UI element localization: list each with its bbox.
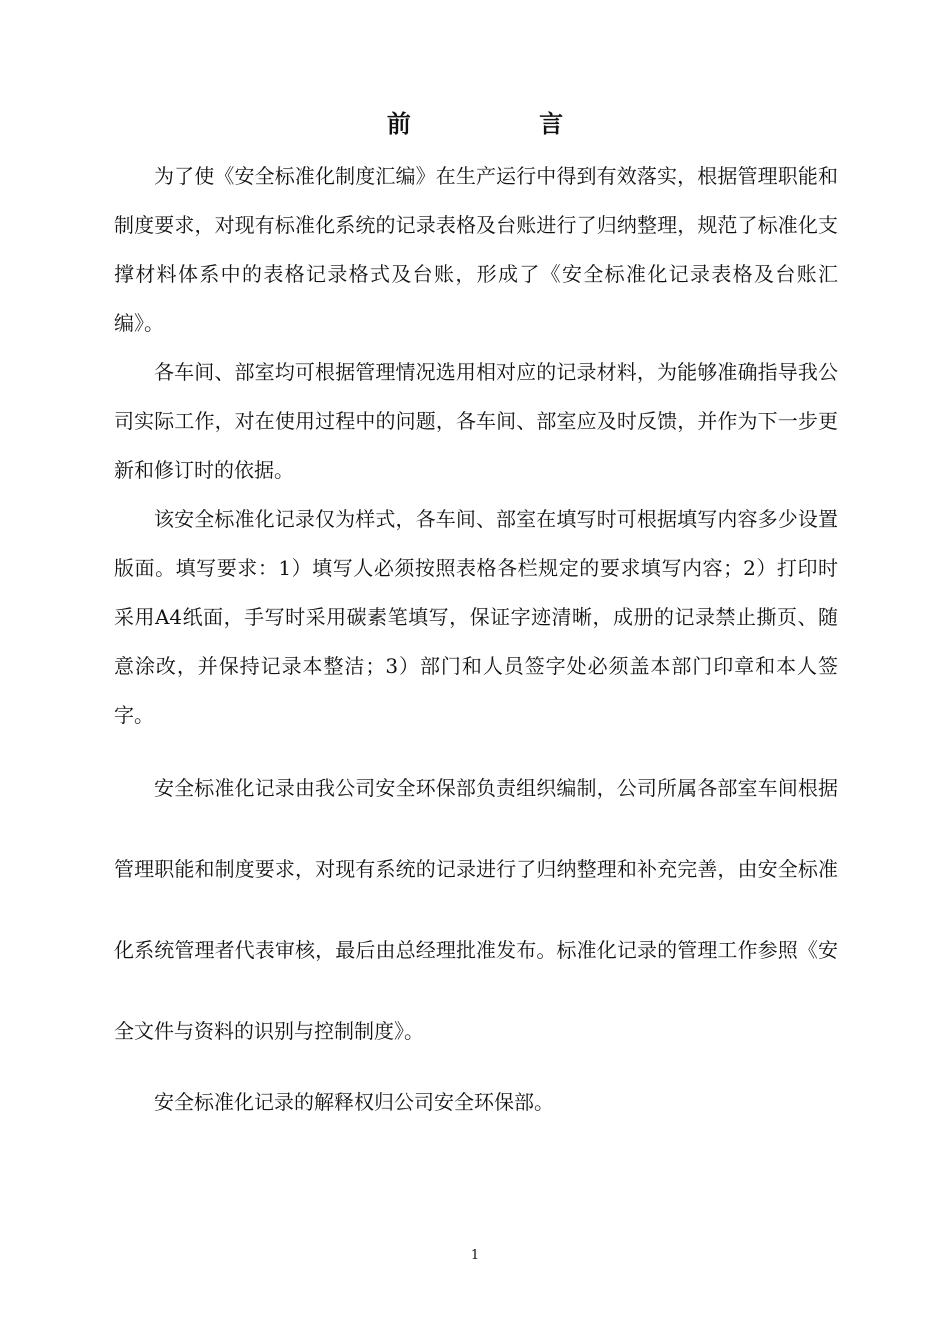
paragraph-usage: 各车间、部室均可根据管理情况选用相对应的记录材料，为能够准确指导我公司实际工作，对在使用过程中的问题，各车间、部室应及时反馈，并作为下一步更新和修订时的依据。 (114, 360, 838, 482)
preface-body (114, 152, 838, 1127)
paragraph-compilation: 安全标准化记录由我公司安全环保部负责组织编制，公司所属各部室车间根据管理职能和制度要求，对现有系统的记录进行了归纳整理和补充完善，由安全标准化系统管理者代表审核，最后由总经理批准发布。标准化记录的管理工作参照《安全文件与资料的识别与控制制度》。 (114, 776, 838, 1043)
page-number: 1 (470, 1248, 480, 1263)
page-title: 前 言 (386, 109, 624, 138)
paragraph-interpretation: 安全标准化记录的解释权归公司安全环保部。 (154, 1090, 554, 1114)
paragraph-requirements: 该安全标准化记录仅为样式，各车间、部室在填写时可根据填写内容多少设置版面。填写要求：1）填写人必须按照表格各栏规定的要求填写内容；2）打印时采用A4纸面，手写时采用碳素笔填写，保证字迹清晰，成册的记录禁止撕页、随意涂改，并保持记录本整洁；3）部门和人员签字处必须盖本部门印章和本人签字。 (114, 507, 838, 727)
paragraph-purpose: 为了使《安全标准化制度汇编》在生产运行中得到有效落实，根据管理职能和制度要求，对现有标准化系统的记录表格及台账进行了归纳整理，规范了标准化支撑材料体系中的表格记录格式及台账，形成了《安全标准化记录表格及台账汇编》。 (114, 164, 838, 335)
